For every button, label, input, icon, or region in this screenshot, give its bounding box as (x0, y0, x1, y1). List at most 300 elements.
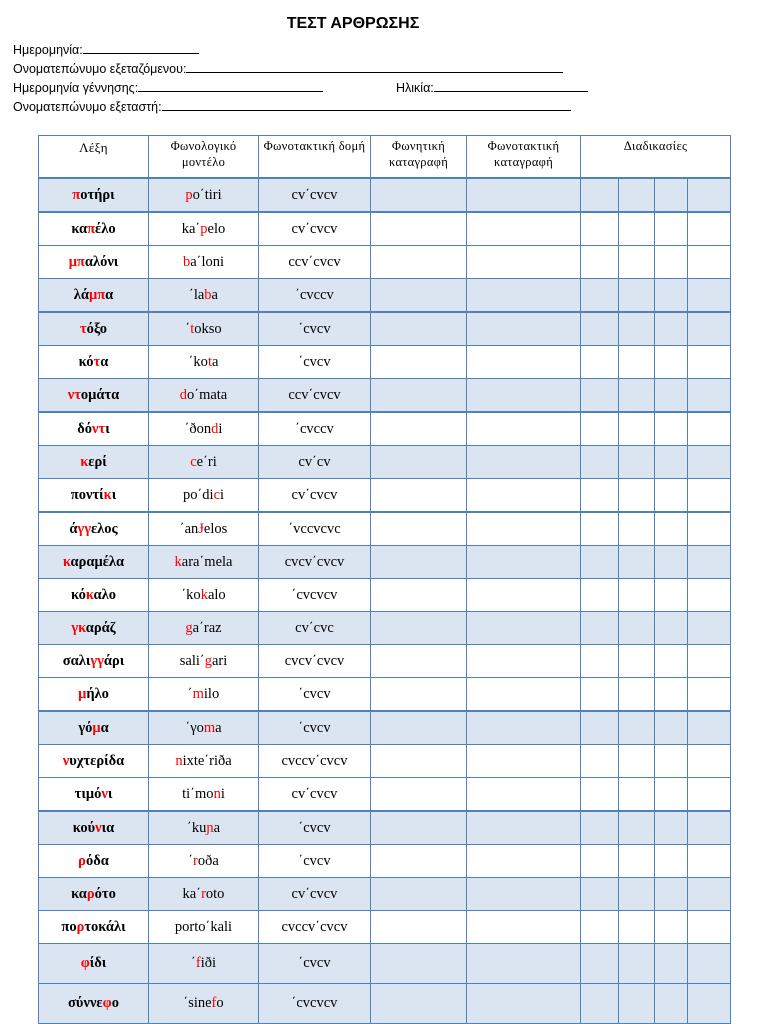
text-segment: αλόνι (84, 253, 119, 270)
model-cell (149, 178, 259, 212)
text-segment: κό (71, 586, 86, 603)
processes-cell (581, 178, 731, 212)
table-row (39, 878, 731, 911)
process-subcell[interactable] (654, 379, 687, 411)
process-subcell[interactable] (687, 379, 730, 411)
process-subcell[interactable] (654, 313, 687, 345)
process-subcell[interactable] (581, 712, 618, 744)
text-segment: i (220, 785, 225, 802)
text-segment: όδα (85, 852, 109, 869)
model-cell (149, 811, 259, 845)
process-subcell[interactable] (618, 213, 654, 245)
process-subcell[interactable] (687, 579, 730, 611)
process-subcell[interactable] (618, 745, 654, 777)
word-cell (39, 479, 149, 513)
page-title: ΤΕΣΤ ΑΡΘΡΩΣΗΣ (286, 15, 420, 32)
target-phoneme: c (190, 453, 197, 470)
age-input-line[interactable] (434, 79, 588, 92)
process-subcell[interactable] (581, 778, 618, 810)
text-segment: ήλο (86, 685, 109, 702)
process-subcell[interactable] (687, 944, 730, 983)
process-subcell[interactable] (581, 745, 618, 777)
target-phoneme: γγ (77, 520, 91, 537)
header-processes: Διαδικασίες (581, 136, 731, 179)
phonotactic-transcription-cell[interactable] (467, 612, 581, 645)
process-subcell[interactable] (687, 346, 730, 378)
processes-cell (581, 984, 731, 1024)
process-subcell[interactable] (687, 845, 730, 877)
word-cell (39, 811, 149, 845)
process-subcell[interactable] (618, 179, 654, 211)
phonetic-transcription-cell[interactable] (371, 379, 467, 413)
phonetic-transcription-cell[interactable] (371, 811, 467, 845)
word-cell (39, 246, 149, 279)
text-segment: πο (61, 918, 77, 935)
process-subcell[interactable] (581, 612, 618, 644)
process-subcell[interactable] (618, 812, 654, 844)
processes-cell (581, 346, 731, 379)
processes-cell (581, 212, 731, 246)
process-subcell[interactable] (581, 812, 618, 844)
text-segment: λά (73, 286, 89, 303)
process-subcell[interactable] (687, 678, 730, 710)
process-subcell[interactable] (654, 984, 687, 1023)
phonetic-transcription-cell[interactable] (371, 512, 467, 546)
text-segment: σύννε (68, 995, 103, 1011)
target-phoneme: p (200, 220, 208, 237)
table-row (39, 778, 731, 812)
process-subcell[interactable] (654, 246, 687, 278)
phonetic-transcription-cell[interactable] (371, 612, 467, 645)
processes-cell (581, 579, 731, 612)
phonetic-transcription-cell[interactable] (371, 346, 467, 379)
target-phoneme: ν (62, 752, 70, 769)
structure-cell: ΄cvccv (259, 412, 371, 446)
process-subcell[interactable] (618, 984, 654, 1023)
process-subcell[interactable] (654, 911, 687, 943)
process-subcell[interactable] (687, 778, 730, 810)
phonetic-transcription-cell[interactable] (371, 911, 467, 944)
text-segment: άρι (103, 652, 125, 669)
text-segment: ΄ko (188, 353, 208, 370)
text-segment: ΄ (185, 320, 191, 337)
table-row (39, 579, 731, 612)
phonotactic-transcription-cell[interactable] (467, 312, 581, 346)
word-cell (39, 279, 149, 313)
table-row (39, 678, 731, 712)
text-segment: δό (77, 420, 93, 437)
phonetic-transcription-cell[interactable] (371, 279, 467, 313)
header-phonotactic-transcription: Φωνοτακτική καταγραφή (467, 136, 581, 179)
text-segment: i (220, 486, 225, 503)
structure-cell: cvcv΄cvcv (259, 546, 371, 579)
process-subcell[interactable] (654, 213, 687, 245)
process-subcell[interactable] (654, 579, 687, 611)
target-phoneme: φ (80, 955, 90, 971)
word-cell (39, 212, 149, 246)
structure-cell: cv΄cvcv (259, 178, 371, 212)
text-segment: ομάτα (80, 386, 120, 403)
structure-cell: ΄cvcvcv (259, 984, 371, 1024)
target-phoneme: μπ (68, 253, 85, 270)
process-subcell[interactable] (687, 812, 730, 844)
phonetic-transcription-cell[interactable] (371, 579, 467, 612)
examiner-name-label: Ονοματεπώνυμο εξεταστή: (13, 100, 162, 114)
word-cell (39, 312, 149, 346)
word-cell (39, 645, 149, 678)
text-segment: a΄loni (190, 253, 225, 270)
structure-cell: cv΄cvcv (259, 212, 371, 246)
structure-cell: ΄cvcv (259, 678, 371, 712)
table-row (39, 911, 731, 944)
process-subcell[interactable] (654, 546, 687, 578)
process-subcell[interactable] (687, 911, 730, 943)
model-cell (149, 446, 259, 479)
phonetic-transcription-cell[interactable] (371, 845, 467, 878)
structure-cell: ΄cvcv (259, 346, 371, 379)
target-phoneme: m (203, 719, 216, 736)
process-subcell[interactable] (581, 546, 618, 578)
word-cell (39, 845, 149, 878)
process-subcell[interactable] (618, 579, 654, 611)
table-row (39, 346, 731, 379)
target-phoneme: f (195, 955, 201, 971)
target-phoneme: φ (102, 995, 112, 1011)
process-subcell[interactable] (618, 479, 654, 511)
processes-cell (581, 678, 731, 712)
process-subcell[interactable] (618, 612, 654, 644)
phonetic-transcription-cell[interactable] (371, 212, 467, 246)
target-phoneme: μπ (88, 286, 106, 303)
process-subcell[interactable] (581, 579, 618, 611)
date-input-line[interactable] (83, 41, 199, 54)
process-subcell[interactable] (687, 546, 730, 578)
phonetic-transcription-cell[interactable] (371, 778, 467, 812)
process-subcell[interactable] (687, 612, 730, 644)
text-segment: alo (207, 586, 226, 603)
text-segment: ια (101, 819, 115, 836)
phonotactic-transcription-cell[interactable] (467, 778, 581, 812)
process-subcell[interactable] (581, 645, 618, 677)
phonotactic-transcription-cell[interactable] (467, 911, 581, 944)
text-segment: κα (71, 220, 88, 237)
table-header-row (39, 136, 731, 179)
process-subcell[interactable] (687, 313, 730, 345)
table-row (39, 745, 731, 778)
phonotactic-transcription-cell[interactable] (467, 446, 581, 479)
structure-cell: ΄cvcv (259, 845, 371, 878)
process-subcell[interactable] (687, 179, 730, 211)
processes-cell (581, 778, 731, 812)
header-word: Λέξη (39, 136, 149, 179)
process-subcell[interactable] (618, 778, 654, 810)
process-subcell[interactable] (581, 513, 618, 545)
model-cell (149, 379, 259, 413)
process-subcell[interactable] (581, 413, 618, 445)
phonotactic-transcription-cell[interactable] (467, 878, 581, 911)
process-subcell[interactable] (618, 678, 654, 710)
target-phoneme: ντ (92, 420, 106, 437)
text-segment: υχτερίδα (69, 752, 125, 769)
examinee-name-input-line[interactable] (186, 60, 563, 73)
process-subcell[interactable] (581, 246, 618, 278)
phonetic-transcription-cell[interactable] (371, 479, 467, 513)
processes-cell (581, 412, 731, 446)
process-subcell[interactable] (618, 313, 654, 345)
text-segment: elo (207, 220, 226, 237)
phonetic-transcription-cell[interactable] (371, 446, 467, 479)
processes-cell (581, 845, 731, 878)
process-subcell[interactable] (654, 944, 687, 983)
model-cell (149, 745, 259, 778)
model-cell (149, 878, 259, 911)
process-subcell[interactable] (687, 645, 730, 677)
word-cell (39, 579, 149, 612)
text-segment: ΄ (188, 852, 194, 869)
process-subcell[interactable] (654, 179, 687, 211)
process-subcell[interactable] (618, 413, 654, 445)
word-cell (39, 546, 149, 579)
process-subcell[interactable] (618, 379, 654, 411)
process-subcell[interactable] (687, 246, 730, 278)
target-phoneme: μ (92, 719, 101, 736)
text-segment: i (218, 420, 223, 437)
process-subcell[interactable] (618, 513, 654, 545)
model-cell (149, 479, 259, 513)
phonetic-transcription-cell[interactable] (371, 546, 467, 579)
text-segment: ΄la (189, 286, 205, 303)
phonetic-transcription-cell[interactable] (371, 984, 467, 1024)
process-subcell[interactable] (581, 313, 618, 345)
target-phoneme: c (213, 486, 220, 503)
process-subcell[interactable] (618, 346, 654, 378)
process-subcell[interactable] (654, 712, 687, 744)
phonetic-transcription-cell[interactable] (371, 312, 467, 346)
phonotactic-transcription-cell[interactable] (467, 512, 581, 546)
phonotactic-transcription-cell[interactable] (467, 811, 581, 845)
process-subcell[interactable] (581, 213, 618, 245)
phonotactic-transcription-cell[interactable] (467, 279, 581, 313)
process-subcell[interactable] (581, 346, 618, 378)
phonetic-transcription-cell[interactable] (371, 178, 467, 212)
processes-cell (581, 911, 731, 944)
phonotactic-transcription-cell[interactable] (467, 711, 581, 745)
phonotactic-transcription-cell[interactable] (467, 178, 581, 212)
phonotactic-transcription-cell[interactable] (467, 745, 581, 778)
process-subcell[interactable] (687, 745, 730, 777)
model-cell (149, 944, 259, 984)
phonotactic-transcription-cell[interactable] (467, 678, 581, 712)
birth-date-input-line[interactable] (138, 79, 323, 92)
process-subcell[interactable] (654, 878, 687, 910)
word-cell (39, 512, 149, 546)
process-subcell[interactable] (618, 279, 654, 311)
text-segment: ο (111, 995, 119, 1011)
process-subcell[interactable] (581, 678, 618, 710)
text-segment: κό (78, 353, 94, 370)
process-subcell[interactable] (581, 479, 618, 511)
phonotactic-transcription-cell[interactable] (467, 984, 581, 1024)
text-segment: ΄ðon (184, 420, 212, 437)
text-segment: iði (200, 955, 216, 971)
structure-cell: ccv΄cvcv (259, 246, 371, 279)
process-subcell[interactable] (618, 944, 654, 983)
table-row (39, 612, 731, 645)
structure-cell: cvcv΄cvcv (259, 645, 371, 678)
text-segment: αράζ (85, 619, 116, 636)
text-segment: ερί (88, 453, 107, 470)
text-segment: τοκάλι (84, 918, 126, 935)
target-phoneme: γγ (90, 652, 104, 669)
process-subcell[interactable] (654, 812, 687, 844)
target-phoneme: t (207, 353, 212, 370)
text-segment: έλο (95, 220, 116, 237)
text-segment: α (105, 286, 114, 303)
phonetic-transcription-cell[interactable] (371, 878, 467, 911)
target-phoneme: n (175, 752, 183, 769)
process-subcell[interactable] (581, 179, 618, 211)
phonetic-transcription-cell[interactable] (371, 944, 467, 984)
target-phoneme: p (185, 186, 193, 203)
process-subcell[interactable] (618, 911, 654, 943)
process-subcell[interactable] (687, 878, 730, 910)
phonotactic-transcription-cell[interactable] (467, 346, 581, 379)
text-segment: ελος (90, 520, 118, 537)
process-subcell[interactable] (654, 346, 687, 378)
process-subcell[interactable] (618, 246, 654, 278)
text-segment: ΄ko (181, 586, 201, 603)
text-segment: ti΄mo (182, 785, 214, 802)
model-cell (149, 778, 259, 812)
process-subcell[interactable] (654, 446, 687, 478)
process-subcell[interactable] (654, 778, 687, 810)
process-subcell[interactable] (654, 678, 687, 710)
phonetic-transcription-cell[interactable] (371, 246, 467, 279)
phonotactic-transcription-cell[interactable] (467, 546, 581, 579)
text-segment: a (215, 719, 222, 736)
phonotactic-transcription-cell[interactable] (467, 479, 581, 513)
process-subcell[interactable] (581, 845, 618, 877)
process-subcell[interactable] (687, 479, 730, 511)
process-subcell[interactable] (654, 612, 687, 644)
phonotactic-transcription-cell[interactable] (467, 645, 581, 678)
structure-cell: cv΄cvcv (259, 878, 371, 911)
table-row (39, 512, 731, 546)
header-phonotactic-structure: Φωνοτακτική δομή (259, 136, 371, 179)
text-segment: ΄ (191, 955, 196, 971)
target-phoneme: b (204, 286, 212, 303)
process-subcell[interactable] (654, 413, 687, 445)
table-row (39, 178, 731, 212)
model-cell (149, 412, 259, 446)
text-segment: α (100, 719, 109, 736)
text-segment: ka΄ (182, 885, 202, 902)
phonetic-transcription-cell[interactable] (371, 412, 467, 446)
text-segment: a (213, 819, 221, 836)
age-field (396, 79, 588, 96)
target-phoneme: d (211, 420, 219, 437)
phonotactic-transcription-cell[interactable] (467, 412, 581, 446)
target-phoneme: r (201, 885, 206, 902)
process-subcell[interactable] (618, 645, 654, 677)
text-segment: ara΄mela (181, 553, 233, 570)
phonetic-transcription-cell[interactable] (371, 678, 467, 712)
phonotactic-transcription-cell[interactable] (467, 212, 581, 246)
process-subcell[interactable] (687, 446, 730, 478)
process-subcell[interactable] (581, 878, 618, 910)
table-row (39, 212, 731, 246)
process-subcell[interactable] (581, 984, 618, 1023)
processes-cell (581, 878, 731, 911)
process-subcell[interactable] (654, 645, 687, 677)
text-segment: ΄ (187, 685, 193, 702)
model-cell (149, 546, 259, 579)
process-subcell[interactable] (618, 845, 654, 877)
text-segment: αλο (93, 586, 116, 603)
processes-cell (581, 246, 731, 279)
phonetic-transcription-cell[interactable] (371, 745, 467, 778)
process-subcell[interactable] (687, 712, 730, 744)
process-subcell[interactable] (581, 911, 618, 943)
process-subcell[interactable] (654, 845, 687, 877)
phonetic-transcription-cell[interactable] (371, 711, 467, 745)
process-subcell[interactable] (581, 446, 618, 478)
phonotactic-transcription-cell[interactable] (467, 379, 581, 413)
process-subcell[interactable] (687, 413, 730, 445)
phonetic-transcription-cell[interactable] (371, 645, 467, 678)
text-segment: ΄γo (185, 719, 204, 736)
date-field (13, 41, 199, 58)
process-subcell[interactable] (687, 213, 730, 245)
process-subcell[interactable] (618, 712, 654, 744)
process-subcell[interactable] (654, 513, 687, 545)
header-phonological-model: Φωνολογικό μοντέλο (149, 136, 259, 179)
birth-date-label: Ημερομηνία γέννησης: (13, 81, 139, 95)
process-subcell[interactable] (654, 279, 687, 311)
process-subcell[interactable] (654, 479, 687, 511)
process-subcell[interactable] (687, 513, 730, 545)
text-segment: porto΄kali (174, 918, 233, 935)
process-subcell[interactable] (618, 878, 654, 910)
process-subcell[interactable] (581, 944, 618, 983)
text-segment: elos (203, 520, 228, 537)
process-subcell[interactable] (618, 546, 654, 578)
text-segment: όξο (86, 320, 108, 337)
phonotactic-transcription-cell[interactable] (467, 845, 581, 878)
model-cell (149, 645, 259, 678)
phonotactic-transcription-cell[interactable] (467, 579, 581, 612)
examiner-name-input-line[interactable] (162, 98, 571, 111)
model-cell (149, 911, 259, 944)
word-cell (39, 446, 149, 479)
processes-cell (581, 479, 731, 513)
process-subcell[interactable] (618, 446, 654, 478)
process-subcell[interactable] (687, 279, 730, 311)
word-cell (39, 711, 149, 745)
process-subcell[interactable] (581, 379, 618, 411)
phonotactic-transcription-cell[interactable] (467, 246, 581, 279)
process-subcell[interactable] (581, 279, 618, 311)
target-phoneme: ντ (67, 386, 81, 403)
process-subcell[interactable] (687, 984, 730, 1023)
model-cell (149, 579, 259, 612)
structure-cell: cvccv΄cvcv (259, 911, 371, 944)
phonotactic-transcription-cell[interactable] (467, 944, 581, 984)
table-row (39, 711, 731, 745)
text-segment: ΄ku (186, 819, 207, 836)
text-segment: o (216, 995, 224, 1011)
process-subcell[interactable] (654, 745, 687, 777)
